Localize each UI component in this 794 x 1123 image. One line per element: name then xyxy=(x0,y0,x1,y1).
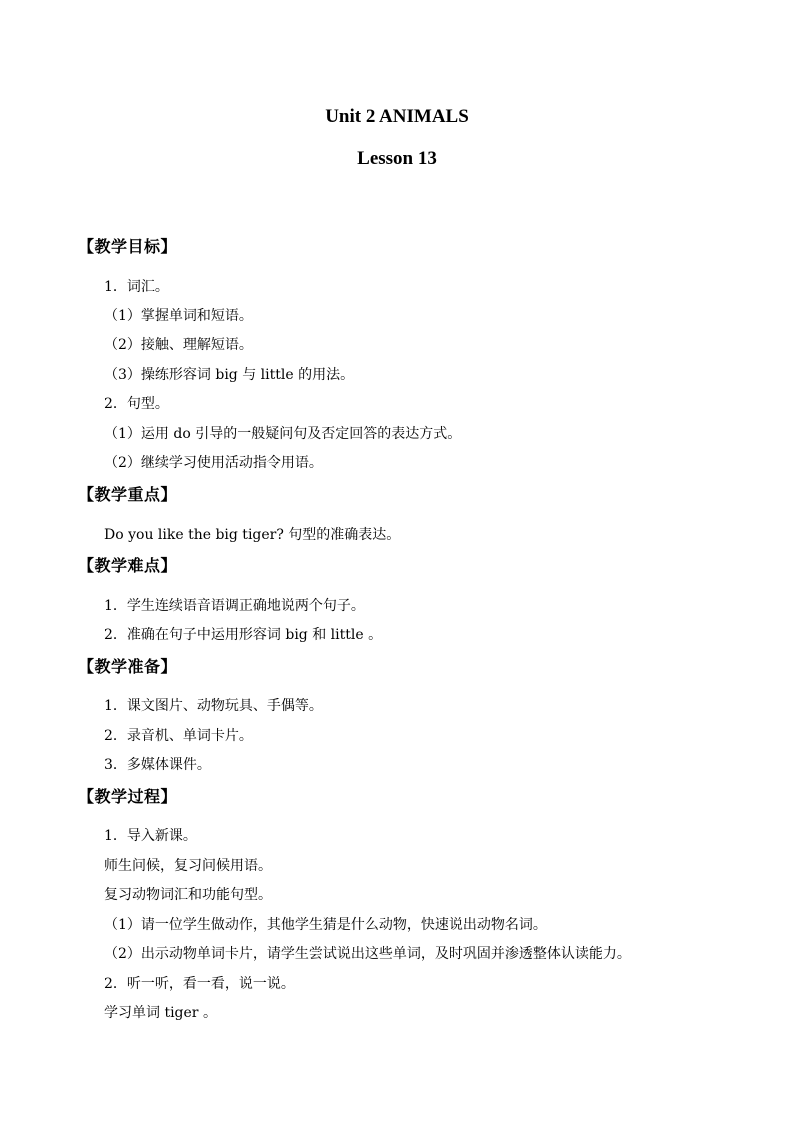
document-title: Unit 2 ANIMALS xyxy=(325,106,469,127)
objective-line: （2）接触、理解短语。 xyxy=(104,337,253,353)
objective-line: 2．句型。 xyxy=(104,396,169,412)
preparation-line: 1．课文图片、动物玩具、手偶等。 xyxy=(104,698,323,714)
objective-line: （2）继续学习使用活动指令用语。 xyxy=(104,455,323,471)
process-line: 复习动物词汇和功能句型。 xyxy=(104,887,272,903)
process-line: 学习单词 tiger 。 xyxy=(104,1005,217,1021)
section-heading-objectives: 【教学目标】 xyxy=(78,237,178,256)
section-heading-preparation: 【教学准备】 xyxy=(78,657,178,676)
section-heading-key-points: 【教学重点】 xyxy=(78,485,178,504)
objective-line: （1）掌握单词和短语。 xyxy=(104,308,253,324)
process-line: 师生问候，复习问候用语。 xyxy=(104,858,272,874)
process-line: 1．导入新课。 xyxy=(104,828,197,844)
process-line: 2．听一听，看一看，说一说。 xyxy=(104,976,295,992)
difficulty-line: 1．学生连续语音语调正确地说两个句子。 xyxy=(104,598,365,614)
section-heading-difficulties: 【教学难点】 xyxy=(78,556,178,575)
objective-line: （3）操练形容词 big 与 little 的用法。 xyxy=(104,367,355,383)
section-heading-process: 【教学过程】 xyxy=(78,787,178,806)
lesson-subtitle: Lesson 13 xyxy=(357,148,437,169)
process-line: （1）请一位学生做动作，其他学生猜是什么动物，快速说出动物名词。 xyxy=(104,917,547,933)
key-point-line: Do you like the big tiger? 句型的准确表达。 xyxy=(104,527,401,543)
objective-line: （1）运用 do 引导的一般疑问句及否定回答的表达方式。 xyxy=(104,426,462,442)
preparation-line: 2．录音机、单词卡片。 xyxy=(104,728,253,744)
process-line: （2）出示动物单词卡片，请学生尝试说出这些单词，及时巩固并渗透整体认读能力。 xyxy=(104,946,631,962)
objective-line: 1．词汇。 xyxy=(104,279,169,295)
preparation-line: 3．多媒体课件。 xyxy=(104,757,211,773)
difficulty-line: 2．准确在句子中运用形容词 big 和 little 。 xyxy=(104,627,383,643)
